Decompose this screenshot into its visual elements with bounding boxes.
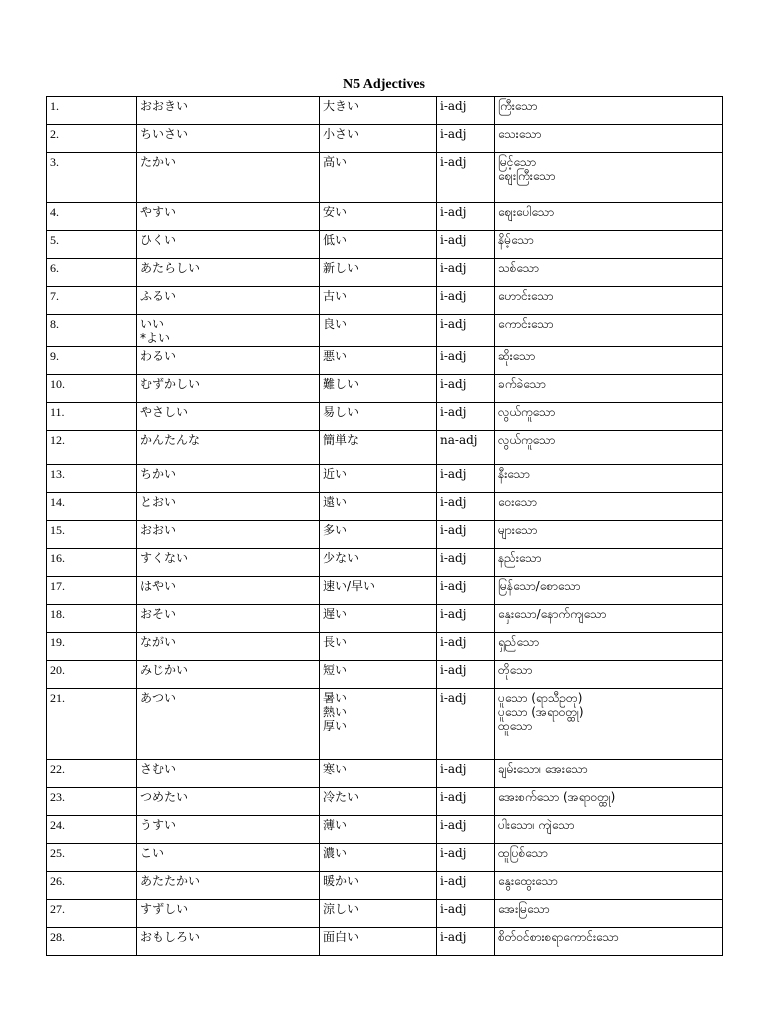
hiragana-reading-line: さむい: [140, 762, 177, 776]
kanji-form: [320, 287, 437, 315]
myanmar-meaning-line: စိတ်ဝင်စားစရာကောင်းသော: [498, 930, 619, 944]
hiragana-reading: [137, 403, 320, 431]
kanji-form: [320, 465, 437, 493]
row-number: 24.: [47, 816, 137, 844]
row-number: 15.: [47, 521, 137, 549]
table-row: [47, 872, 723, 900]
hiragana-reading: [137, 577, 320, 605]
myanmar-meaning: [495, 844, 723, 872]
myanmar-meaning: [495, 287, 723, 315]
hiragana-reading-line: うすい: [140, 818, 177, 832]
myanmar-meaning-line: လွယ်ကူသော: [498, 405, 556, 419]
hiragana-reading-line: やさしい: [140, 405, 189, 419]
kanji-form: [320, 347, 437, 375]
row-number: 27.: [47, 900, 137, 928]
hiragana-reading: [137, 816, 320, 844]
kanji-form: [320, 788, 437, 816]
myanmar-meaning-line: ဝေးသော: [498, 495, 537, 509]
table-row: [47, 900, 723, 928]
myanmar-meaning: [495, 605, 723, 633]
myanmar-meaning-line: အေးမြသော: [498, 902, 550, 916]
row-number: 1.: [47, 97, 137, 125]
myanmar-meaning: [495, 633, 723, 661]
kanji-form-line: 速い/早い: [323, 579, 376, 593]
adjective-type: i-adj: [437, 259, 495, 287]
adjective-type: i-adj: [437, 633, 495, 661]
myanmar-meaning: [495, 493, 723, 521]
kanji-form: [320, 928, 437, 956]
hiragana-reading: [137, 431, 320, 465]
myanmar-meaning: [495, 521, 723, 549]
hiragana-reading-line: つめたい: [140, 790, 189, 804]
kanji-form-line: 簡単な: [323, 433, 360, 447]
kanji-form-line: 大きい: [323, 99, 360, 113]
myanmar-meaning-line: တိုသော: [498, 663, 533, 677]
kanji-form-line: 悪い: [323, 349, 348, 363]
kanji-form: [320, 816, 437, 844]
kanji-form: [320, 315, 437, 347]
table-row: [47, 287, 723, 315]
row-number: 3.: [47, 153, 137, 203]
adjective-type: i-adj: [437, 900, 495, 928]
hiragana-reading: [137, 689, 320, 760]
kanji-form: [320, 760, 437, 788]
hiragana-reading-line: みじかい: [140, 663, 189, 677]
table-row: [47, 928, 723, 956]
adjective-type: i-adj: [437, 661, 495, 689]
table-row: [47, 125, 723, 153]
adjective-type: i-adj: [437, 153, 495, 203]
myanmar-meaning-line: သေးသော: [498, 127, 542, 141]
myanmar-meaning-line: အေးစက်သော (အရာဝတ္ထု): [498, 790, 616, 804]
myanmar-meaning-line: နွေးထွေးသော: [498, 874, 558, 888]
kanji-form-line: 低い: [323, 233, 348, 247]
kanji-form-line: 涼しい: [323, 902, 360, 916]
kanji-form: [320, 375, 437, 403]
kanji-form-line: 高い: [323, 155, 348, 169]
kanji-form-line: 寒い: [323, 762, 348, 776]
adjective-type: i-adj: [437, 872, 495, 900]
kanji-form: [320, 577, 437, 605]
kanji-form: [320, 231, 437, 259]
hiragana-reading: [137, 633, 320, 661]
myanmar-meaning-line: ပူသော (အရာဝတ္ထု): [498, 705, 584, 719]
adjective-type: i-adj: [437, 605, 495, 633]
table-row: [47, 788, 723, 816]
table-row: [47, 259, 723, 287]
row-number: 5.: [47, 231, 137, 259]
myanmar-meaning: [495, 689, 723, 760]
row-number: 19.: [47, 633, 137, 661]
row-number: 16.: [47, 549, 137, 577]
table-row: [47, 521, 723, 549]
hiragana-reading-line: おおきい: [140, 99, 189, 113]
adjective-table: [46, 96, 723, 956]
row-number: 25.: [47, 844, 137, 872]
myanmar-meaning: [495, 465, 723, 493]
row-number: 17.: [47, 577, 137, 605]
myanmar-meaning-line: နည်းသော: [498, 551, 542, 565]
hiragana-reading: [137, 347, 320, 375]
myanmar-meaning: [495, 347, 723, 375]
kanji-form: [320, 633, 437, 661]
table-row: [47, 689, 723, 760]
myanmar-meaning-line: များသော: [498, 523, 538, 537]
hiragana-reading-line: おおい: [140, 523, 177, 537]
kanji-form: [320, 203, 437, 231]
kanji-form-line: 熱い: [323, 705, 348, 719]
adjective-type: i-adj: [437, 375, 495, 403]
hiragana-reading-line: とおい: [140, 495, 177, 509]
kanji-form: [320, 900, 437, 928]
row-number: 21.: [47, 689, 137, 760]
hiragana-reading: [137, 231, 320, 259]
adjective-type: i-adj: [437, 315, 495, 347]
myanmar-meaning: [495, 153, 723, 203]
kanji-form-line: 遅い: [323, 607, 348, 621]
table-row: [47, 431, 723, 465]
hiragana-reading-line: いい: [140, 317, 165, 331]
table-row: [47, 347, 723, 375]
row-number: 28.: [47, 928, 137, 956]
kanji-form-line: 面白い: [323, 930, 360, 944]
kanji-form-line: 少ない: [323, 551, 360, 565]
adjective-type: i-adj: [437, 347, 495, 375]
myanmar-meaning-line: နှေးသော/နောက်ကျသော: [498, 607, 607, 621]
table-row: [47, 493, 723, 521]
myanmar-meaning-line: ခက်ခဲသော: [498, 377, 546, 391]
row-number: 23.: [47, 788, 137, 816]
myanmar-meaning: [495, 549, 723, 577]
hiragana-reading: [137, 900, 320, 928]
hiragana-reading: [137, 661, 320, 689]
myanmar-meaning: [495, 375, 723, 403]
kanji-form: [320, 549, 437, 577]
table-row: [47, 203, 723, 231]
hiragana-reading: [137, 125, 320, 153]
hiragana-reading: [137, 493, 320, 521]
myanmar-meaning-line: လွယ်ကူသော: [498, 433, 556, 447]
myanmar-meaning: [495, 788, 723, 816]
myanmar-meaning: [495, 928, 723, 956]
row-number: 6.: [47, 259, 137, 287]
kanji-form-line: 濃い: [323, 846, 348, 860]
myanmar-meaning-line: မြန်သော/စောသော: [498, 579, 581, 593]
hiragana-reading: [137, 788, 320, 816]
myanmar-meaning-line: မြင့်သော: [498, 155, 537, 169]
myanmar-meaning-line: ထူသော: [498, 719, 533, 733]
kanji-form: [320, 521, 437, 549]
hiragana-reading: [137, 153, 320, 203]
row-number: 7.: [47, 287, 137, 315]
row-number: 26.: [47, 872, 137, 900]
kanji-form-line: 暑い: [323, 691, 348, 705]
kanji-form: [320, 97, 437, 125]
adjective-type: i-adj: [437, 521, 495, 549]
myanmar-meaning: [495, 661, 723, 689]
hiragana-reading-line: ながい: [140, 635, 177, 649]
row-number: 2.: [47, 125, 137, 153]
adjective-type: i-adj: [437, 125, 495, 153]
hiragana-reading: [137, 259, 320, 287]
hiragana-reading-line: おそい: [140, 607, 177, 621]
table-row: [47, 816, 723, 844]
myanmar-meaning-line: ရှည်သော: [498, 635, 540, 649]
table-row: [47, 633, 723, 661]
kanji-form-line: 安い: [323, 205, 348, 219]
adjective-type: i-adj: [437, 689, 495, 760]
row-number: 11.: [47, 403, 137, 431]
kanji-form-line: 難しい: [323, 377, 360, 391]
myanmar-meaning: [495, 816, 723, 844]
kanji-form-line: 短い: [323, 663, 348, 677]
myanmar-meaning: [495, 577, 723, 605]
myanmar-meaning-line: ဈေးပေါသော: [498, 205, 555, 219]
kanji-form-line: 多い: [323, 523, 348, 537]
myanmar-meaning: [495, 872, 723, 900]
row-number: 10.: [47, 375, 137, 403]
myanmar-meaning-line: ဈေးကြီးသော: [498, 169, 556, 183]
hiragana-reading-line: ちいさい: [140, 127, 189, 141]
row-number: 8.: [47, 315, 137, 347]
hiragana-reading-line: あたたかい: [140, 874, 201, 888]
kanji-form-line: 小さい: [323, 127, 360, 141]
hiragana-reading-line: おもしろい: [140, 930, 201, 944]
kanji-form-line: 遠い: [323, 495, 348, 509]
kanji-form: [320, 431, 437, 465]
myanmar-meaning: [495, 203, 723, 231]
table-row: [47, 153, 723, 203]
kanji-form: [320, 844, 437, 872]
table-row: [47, 605, 723, 633]
myanmar-meaning: [495, 315, 723, 347]
myanmar-meaning: [495, 431, 723, 465]
adjective-type: i-adj: [437, 493, 495, 521]
hiragana-reading: [137, 760, 320, 788]
hiragana-reading: [137, 521, 320, 549]
table-row: [47, 315, 723, 347]
hiragana-reading-line: ひくい: [140, 233, 177, 247]
kanji-form: [320, 403, 437, 431]
hiragana-reading: [137, 315, 320, 347]
hiragana-reading-line: ちかい: [140, 467, 177, 481]
row-number: 12.: [47, 431, 137, 465]
hiragana-reading: [137, 203, 320, 231]
adjective-type: i-adj: [437, 465, 495, 493]
kanji-form: [320, 125, 437, 153]
kanji-form-line: 冷たい: [323, 790, 360, 804]
myanmar-meaning: [495, 900, 723, 928]
hiragana-reading-line: あたらしい: [140, 261, 201, 275]
hiragana-reading-line: たかい: [140, 155, 177, 169]
kanji-form-line: 暖かい: [323, 874, 360, 888]
row-number: 20.: [47, 661, 137, 689]
hiragana-reading-line: *よい: [140, 331, 171, 345]
hiragana-reading: [137, 844, 320, 872]
adjective-type: i-adj: [437, 287, 495, 315]
hiragana-reading-line: かんたんな: [140, 433, 201, 447]
kanji-form-line: 長い: [323, 635, 348, 649]
kanji-form: [320, 259, 437, 287]
adjective-type: i-adj: [437, 577, 495, 605]
hiragana-reading: [137, 549, 320, 577]
row-number: 9.: [47, 347, 137, 375]
hiragana-reading: [137, 97, 320, 125]
myanmar-meaning-line: ဆိုးသော: [498, 349, 536, 363]
kanji-form-line: 良い: [323, 317, 348, 331]
table-row: [47, 97, 723, 125]
kanji-form: [320, 689, 437, 760]
hiragana-reading-line: むずかしい: [140, 377, 201, 391]
row-number: 18.: [47, 605, 137, 633]
hiragana-reading: [137, 928, 320, 956]
myanmar-meaning: [495, 259, 723, 287]
myanmar-meaning-line: ကောင်းသော: [498, 317, 554, 331]
adjective-type: i-adj: [437, 403, 495, 431]
row-number: 22.: [47, 760, 137, 788]
adjective-type: i-adj: [437, 928, 495, 956]
adjective-type: i-adj: [437, 760, 495, 788]
hiragana-reading-line: やすい: [140, 205, 177, 219]
table-row: [47, 231, 723, 259]
row-number: 4.: [47, 203, 137, 231]
kanji-form: [320, 493, 437, 521]
myanmar-meaning-line: နိမ့်သော: [498, 233, 534, 247]
adjective-type: i-adj: [437, 231, 495, 259]
table-row: [47, 549, 723, 577]
hiragana-reading-line: あつい: [140, 691, 177, 705]
hiragana-reading-line: こい: [140, 846, 165, 860]
hiragana-reading: [137, 605, 320, 633]
kanji-form-line: 易しい: [323, 405, 360, 419]
hiragana-reading-line: ふるい: [140, 289, 177, 303]
adjective-type: i-adj: [437, 549, 495, 577]
myanmar-meaning-line: ဟောင်းသော: [498, 289, 554, 303]
myanmar-meaning: [495, 760, 723, 788]
kanji-form: [320, 605, 437, 633]
kanji-form-line: 薄い: [323, 818, 348, 832]
hiragana-reading-line: わるい: [140, 349, 177, 363]
myanmar-meaning-line: ပူသော (ရာသီဥတု): [498, 691, 583, 705]
adjective-type: i-adj: [437, 844, 495, 872]
table-row: [47, 577, 723, 605]
kanji-form: [320, 872, 437, 900]
kanji-form-line: 近い: [323, 467, 348, 481]
adjective-type: i-adj: [437, 203, 495, 231]
myanmar-meaning-line: ပါးသော၊ ကျဲသော: [498, 818, 575, 832]
adjective-type: i-adj: [437, 97, 495, 125]
myanmar-meaning: [495, 125, 723, 153]
kanji-form-line: 厚い: [323, 719, 348, 733]
hiragana-reading-line: すずしい: [140, 902, 189, 916]
myanmar-meaning-line: သစ်သော: [498, 261, 539, 275]
kanji-form: [320, 661, 437, 689]
adjective-type: i-adj: [437, 788, 495, 816]
hiragana-reading: [137, 287, 320, 315]
row-number: 13.: [47, 465, 137, 493]
page-title: N5 Adjectives: [342, 77, 426, 92]
table-row: [47, 465, 723, 493]
adjective-type: na-adj: [437, 431, 495, 465]
myanmar-meaning-line: ကြီးသော: [498, 99, 538, 113]
myanmar-meaning-line: နီးသော: [498, 467, 530, 481]
hiragana-reading: [137, 375, 320, 403]
myanmar-meaning: [495, 97, 723, 125]
kanji-form-line: 古い: [323, 289, 348, 303]
table-row: [47, 844, 723, 872]
myanmar-meaning-line: ချမ်းသော၊ အေးသော: [498, 762, 588, 776]
table-row: [47, 375, 723, 403]
kanji-form-line: 新しい: [323, 261, 360, 275]
hiragana-reading: [137, 872, 320, 900]
adjective-type: i-adj: [437, 816, 495, 844]
myanmar-meaning: [495, 231, 723, 259]
hiragana-reading-line: はやい: [140, 579, 177, 593]
hiragana-reading-line: すくない: [140, 551, 189, 565]
table-row: [47, 760, 723, 788]
hiragana-reading: [137, 465, 320, 493]
myanmar-meaning-line: ထူပြစ်သော: [498, 846, 548, 860]
kanji-form: [320, 153, 437, 203]
myanmar-meaning: [495, 403, 723, 431]
table-row: [47, 661, 723, 689]
row-number: 14.: [47, 493, 137, 521]
table-row: [47, 403, 723, 431]
